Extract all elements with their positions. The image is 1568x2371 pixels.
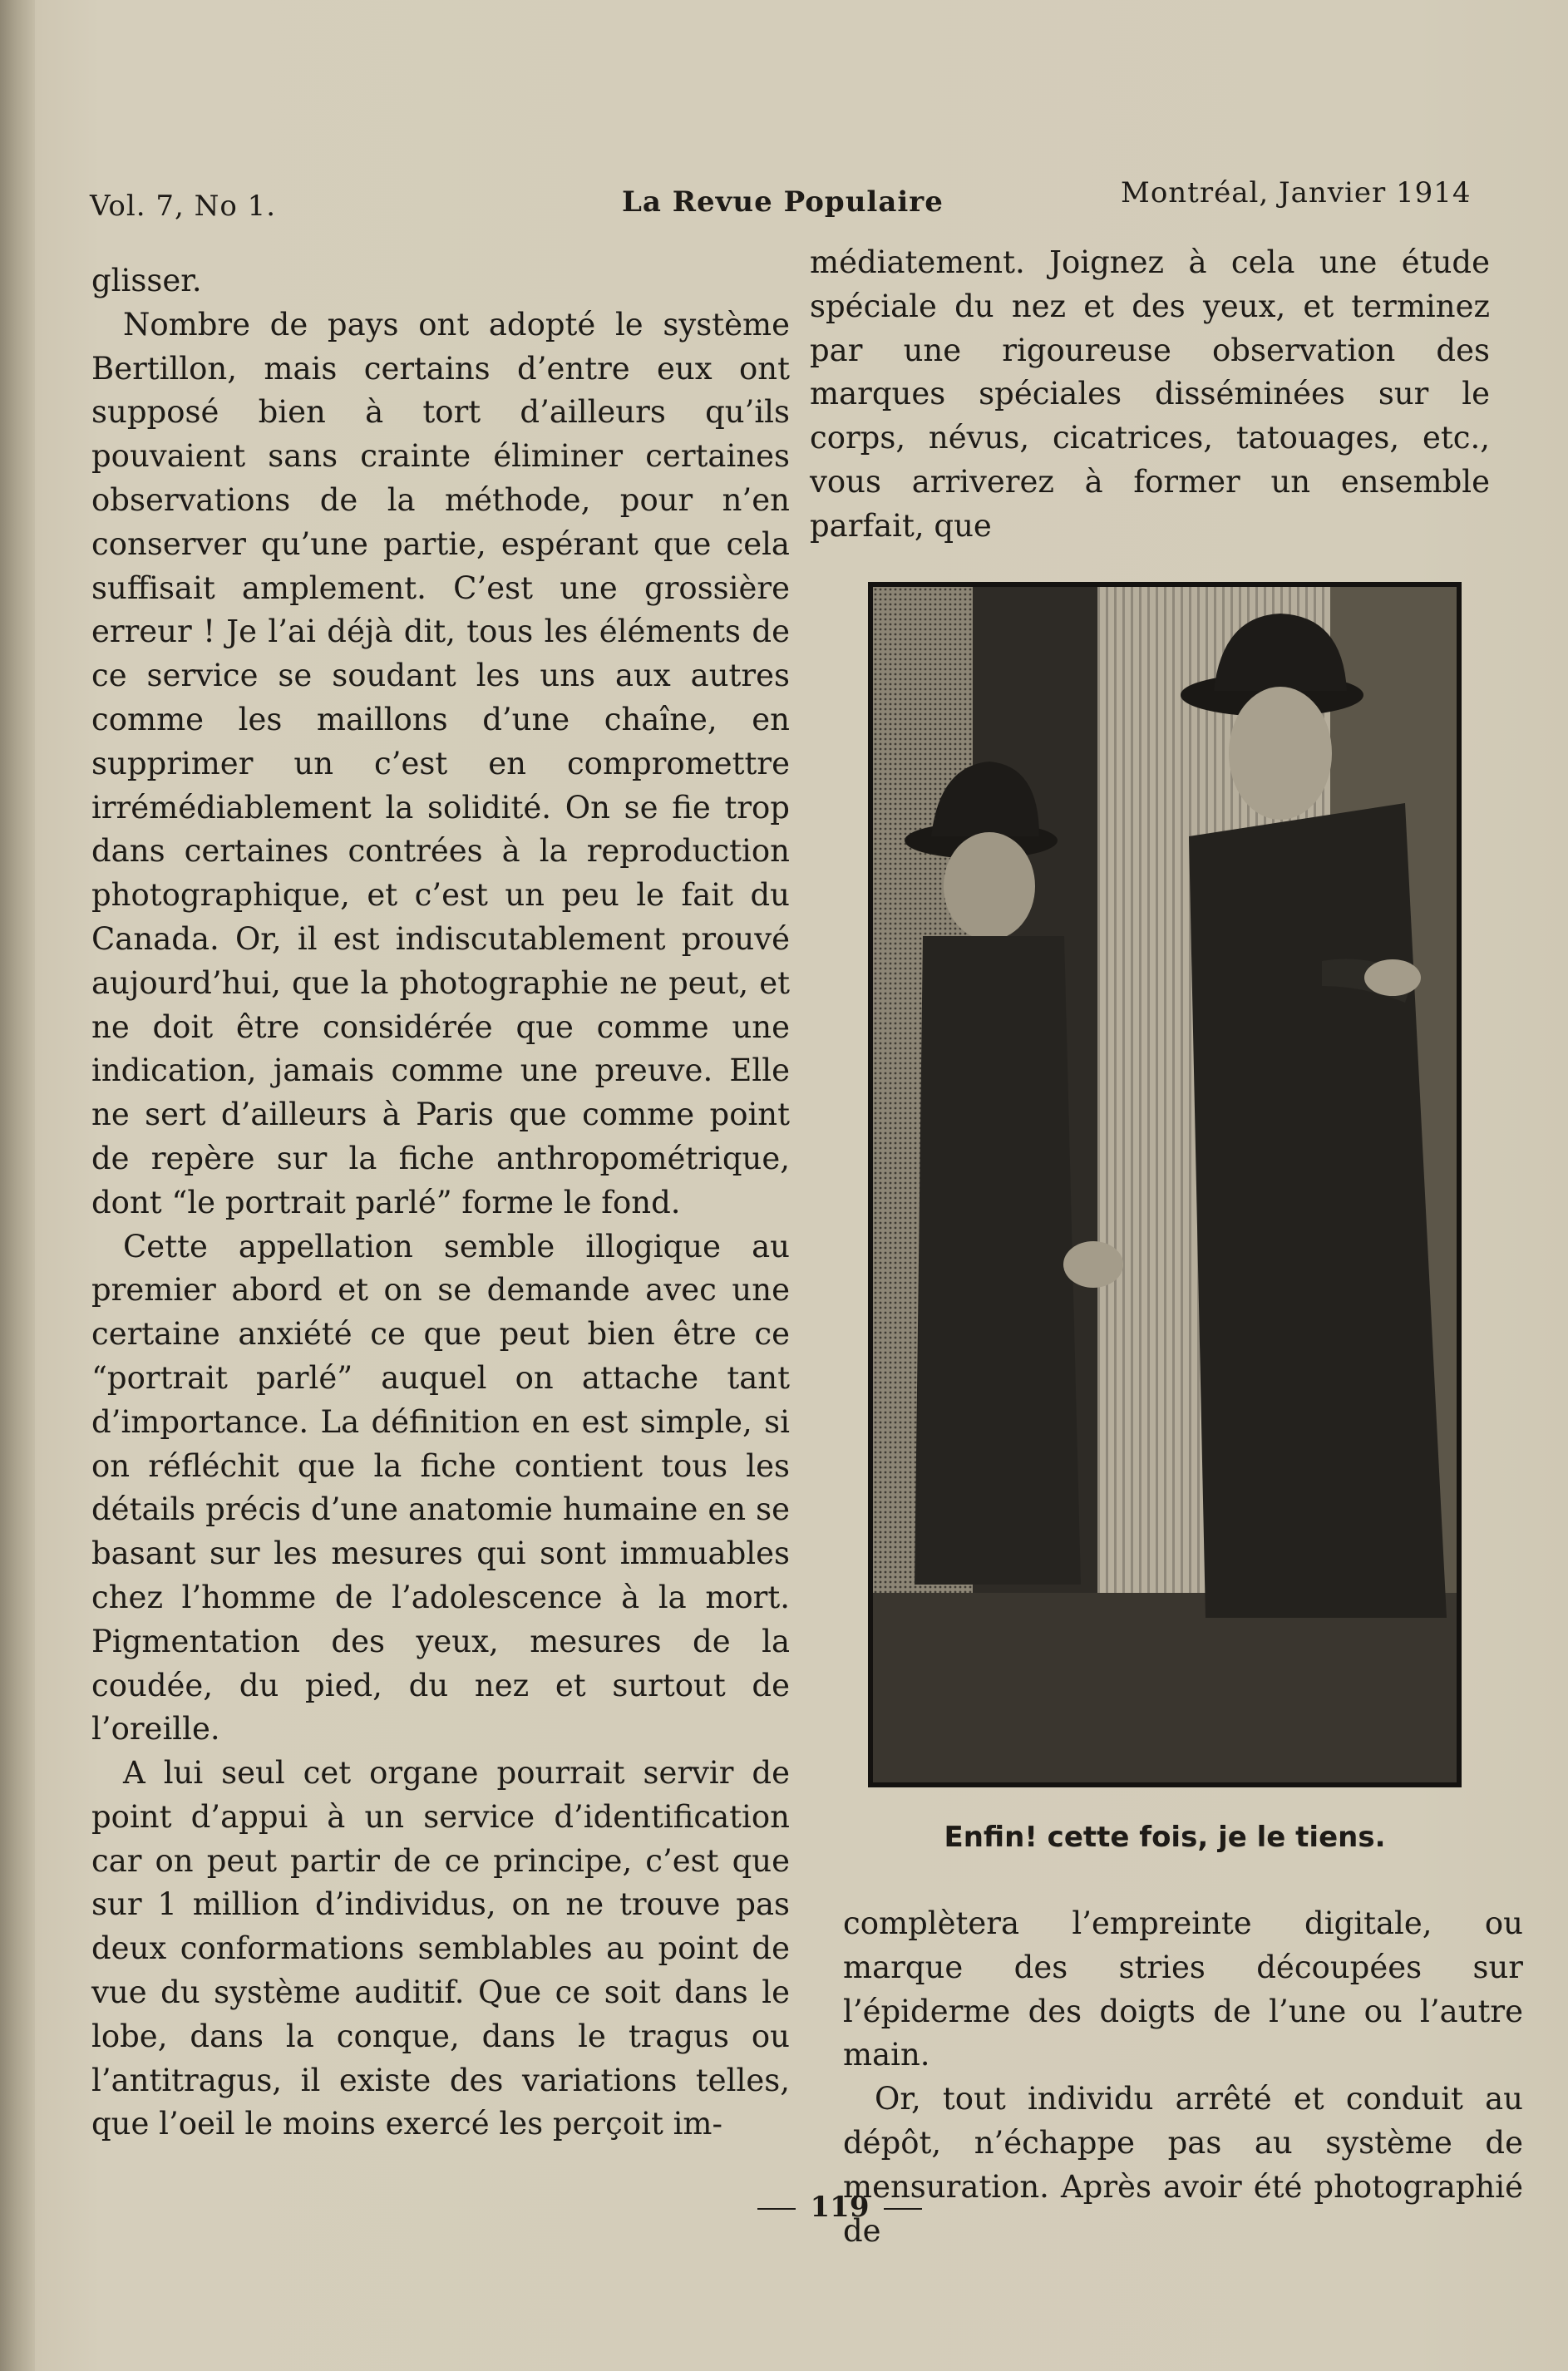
header-journal-title: La Revue Populaire [622,185,944,219]
right-text-column-top [810,241,1490,549]
page-number [723,2191,956,2224]
folio-dash-left [757,2208,796,2210]
paragraph: Cette appellation semble illogique au premier abord et on se demande avec une certaine anxiété ce que peut bien être ce “portrait parlé” auquel on attache tant d’importance. La définition en est simple, si on réfléchit que la fiche contient tous les détails précis d’une anatomie humaine en se basant sur les mesures qui sont immuables chez l’homme de l’adolescence à la mort. Pigmentation des yeux, mesures de la coudée, du pied, du nez et surtout de l’oreille. [91,1228,790,1747]
folio-dash-right [884,2208,922,2210]
photo-illustration [873,587,1457,1782]
paragraph: A lui seul cet organe pourrait servir de point d’appui à un service d’identification car on peut partir de ce principe, c’est que sur 1 million d’individus, on ne trouve pas deux conformations semblables au point de vue du système auditif. Que ce soit dans le lobe, dans la conque, dans le tragus ou l’antitragus, il existe des variations telles, que l’oeil le moins exercé les perçoit im- [91,1755,790,2142]
paragraph: glisser. [91,263,202,298]
header-date: Montréal, Janvier 1914 [1121,176,1472,209]
page-number-value: 119 [810,2191,870,2224]
paragraph: complètera l’empreinte digitale, ou marque des stries découpées sur l’épiderme des doigts de l’une ou l’autre main. [843,1905,1523,2073]
running-header [90,176,1487,231]
paragraph: Nombre de pays ont adopté le système Bertillon, mais certains d’entre eux ont supposé bien à tort d’ailleurs qu’ils pouvaient sans crainte éliminer certaines observations de la méthode, pour n’en conserver qu’une partie, espérant que cela suffisait amplement. C’est une grossière erreur ! Je l’ai déjà dit, tous les éléments de ce service se soudant les uns aux autres comme les maillons d’une chaîne, en supprimer un c’est en compromettre irrémédiablement la solidité. On se fie trop dans certaines contrées à la reproduction photographique, et c’est un peu le fait du Canada. Or, il est indiscutablement prouvé aujourd’hui, que la photographie ne peut, et ne doit être considérée que comme une indication, jamais comme une preuve. Elle ne sert d’ailleurs à Paris que comme point de repère sur la fiche anthropométrique, dont “le portrait parlé” forme le fond. [91,306,790,1220]
page-spine-shadow [0,0,35,2371]
paragraph: Or, tout individu arrêté et conduit au dépôt, n’échappe pas au système de mensuration. Après avoir été photographié de [843,2081,1523,2249]
halftone-photograph [868,582,1462,1787]
left-text-column [91,259,790,2147]
paragraph: médiatement. Joignez à cela une étude spéciale du nez et des yeux, et terminez par une rigoureuse observation des marques spéciales disséminées sur le corps, névus, cicatrices, tatouages, etc., vous arriverez à former un ensemble parfait, que [810,244,1490,544]
header-volume: Vol. 7, No 1. [90,190,277,223]
photo-caption: Enfin! cette fois, je le tiens. [944,1821,1386,1854]
